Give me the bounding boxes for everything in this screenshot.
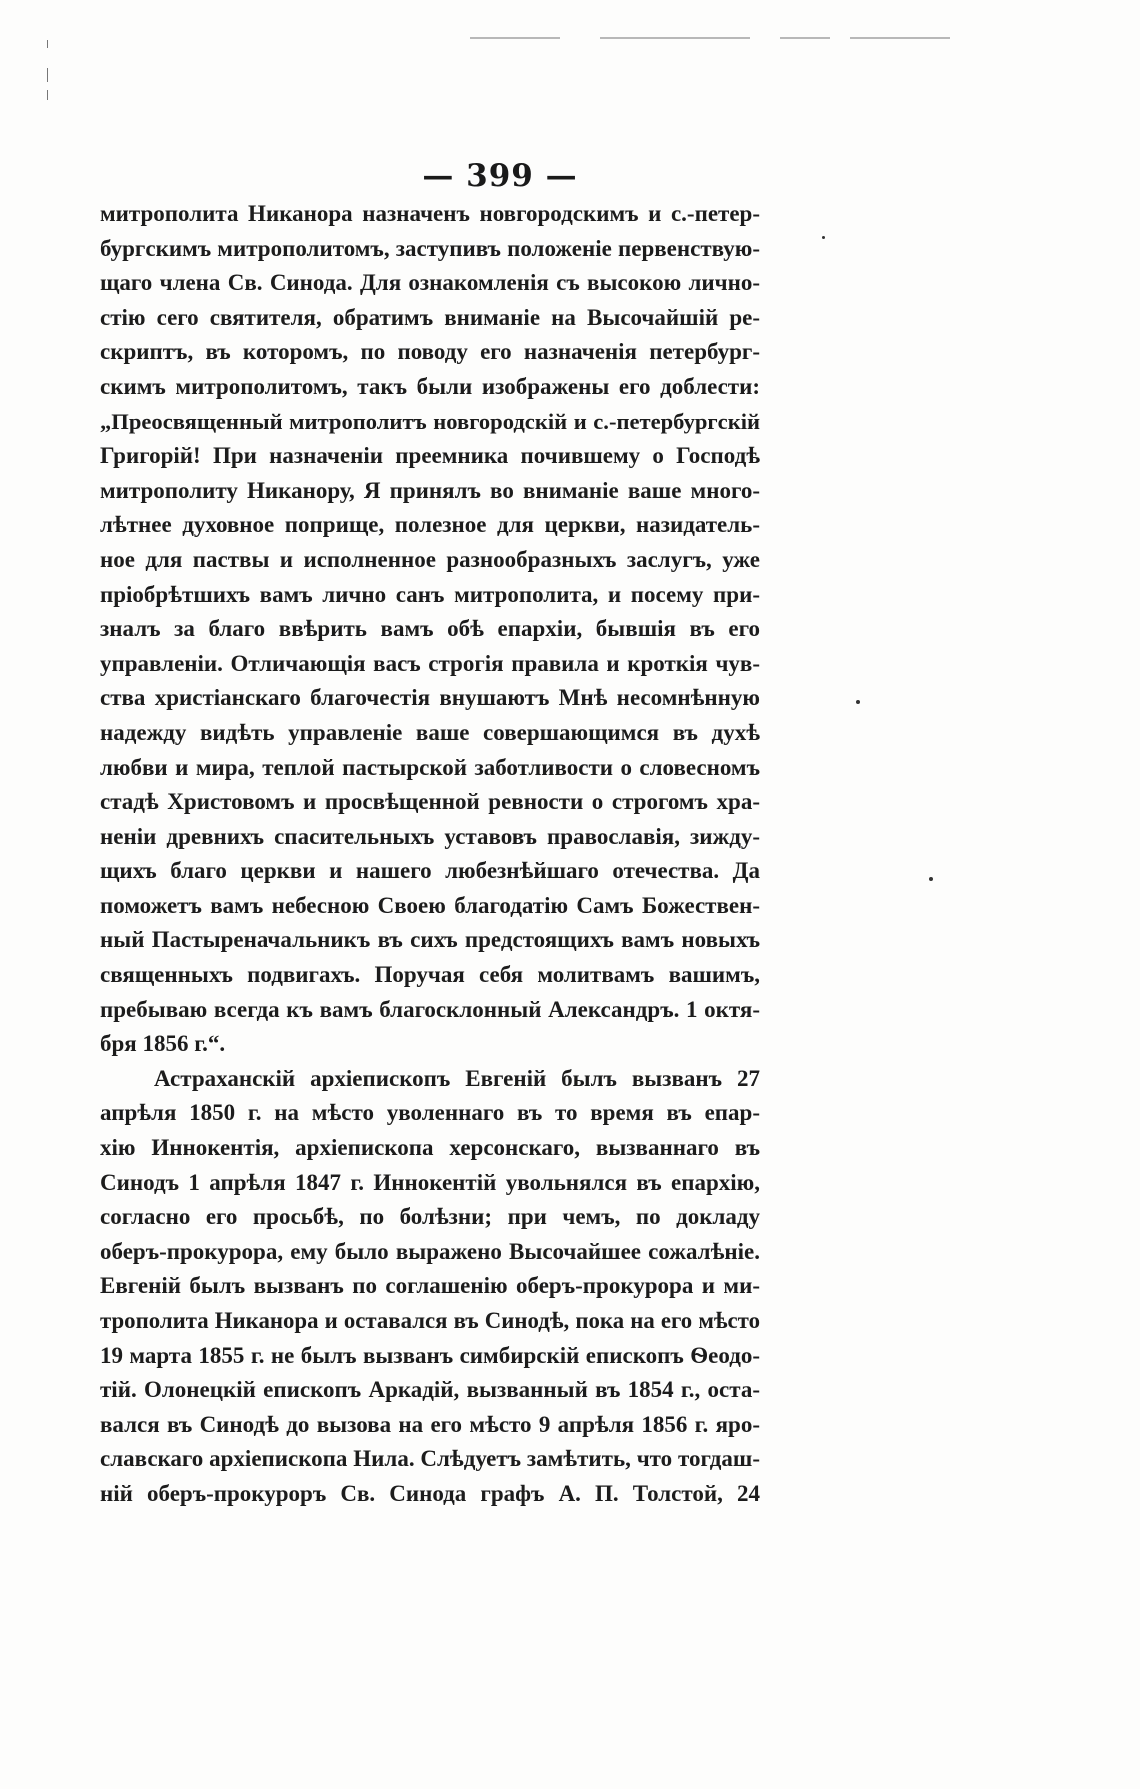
text-line: скимъ митрополитомъ, такъ были изображены его доблести: — [100, 373, 760, 399]
text-line: „Преосвященный митрополитъ новгородскій и с.-петербургскій — [100, 408, 760, 434]
text-line: ній оберъ-прокуроръ Св. Синода графъ А. П. Толстой, 24 — [100, 1480, 760, 1506]
text-line: славскаго архіепископа Нила. Слѣдуетъ замѣтить, что тогдаш- — [100, 1446, 760, 1472]
text-line: трополита Никанора и оставался въ Синодѣ, пока на его мѣсто — [100, 1308, 760, 1333]
text-line: оберъ-прокурора, ему было выражено Высочайшее сожалѣніе. — [100, 1238, 760, 1264]
top-scan-rule — [600, 37, 750, 39]
text-line: бургскимъ митрополитомъ, заступивъ положеніе первенствую- — [100, 235, 760, 261]
top-scan-rule — [850, 37, 950, 39]
text-line: щаго члена Св. Синода. Для ознакомленія съ высокою лично- — [100, 270, 760, 296]
body-text — [100, 197, 760, 1512]
text-line: Евгеній былъ вызванъ по соглашенію оберъ-прокурора и ми- — [100, 1273, 760, 1299]
text-line: Григорій! При назначеніи преемника почившему о Господѣ — [100, 443, 760, 469]
text-line: стадѣ Христовомъ и просвѣщенной ревности о строгомъ хра- — [100, 789, 760, 815]
text-line: 19 марта 1855 г. не былъ вызванъ симбирскій епископъ Ѳеодо- — [100, 1342, 760, 1368]
top-scan-rule — [780, 37, 830, 39]
paragraph-1 — [100, 197, 760, 1062]
text-line: стію сего святителя, обратимъ вниманіе на Высочайшій ре- — [100, 304, 760, 330]
text-line: вался въ Синодѣ до вызова на его мѣсто 9 апрѣля 1856 г. яро- — [100, 1411, 760, 1437]
text-line: апрѣля 1850 г. на мѣсто уволеннаго въ то время въ епар- — [100, 1100, 760, 1126]
text-line: управленіи. Отличающія васъ строгія правила и кроткія чув- — [100, 650, 760, 676]
text-line: хію Иннокентія, архіепископа херсонскаго, вызваннаго въ — [100, 1135, 760, 1161]
text-line: поможетъ вамъ небесною Своею благодатію Самъ Божествен- — [100, 892, 760, 918]
text-line: лѣтнее духовное поприще, полезное для церкви, назидатель- — [100, 512, 760, 538]
text-line: ства христіанскаго благочестія внушаютъ Мнѣ несомнѣнную — [100, 685, 760, 711]
ink-speck — [929, 877, 933, 881]
text-line: митрополита Никанора назначенъ новгородскимъ и с.-петер- — [100, 201, 760, 226]
text-line: бря 1856 г.“. — [100, 1031, 226, 1057]
left-edge-mark — [47, 40, 48, 48]
text-line: неніи древнихъ спасительныхъ уставовъ православія, зижду- — [100, 823, 760, 849]
left-edge-mark — [47, 90, 48, 100]
text-line: ный Пастыреначальникъ въ сихъ предстоящихъ вамъ новыхъ — [100, 927, 760, 953]
text-line: пріобрѣтшихъ вамъ лично санъ митрополита, и посему при- — [100, 581, 760, 607]
left-edge-mark — [47, 68, 48, 82]
text-line: щихъ благо церкви и нашего любезнѣйшаго отечества. Да — [100, 858, 760, 884]
text-line: пребываю всегда къ вамъ благосклонный Александръ. 1 октя- — [100, 996, 760, 1022]
text-line: зналъ за благо ввѣрить вамъ обѣ епархіи, бывшія въ его — [100, 616, 760, 642]
paragraph-2 — [100, 1062, 760, 1512]
text-line: тій. Олонецкій епископъ Аркадій, вызванный въ 1854 г., оста- — [100, 1377, 760, 1403]
text-line: согласно его просьбѣ, по болѣзни; при чемъ, по докладу — [100, 1204, 760, 1230]
text-line: Астраханскій архіепископъ Евгеній былъ вызванъ 27 — [154, 1065, 760, 1091]
text-line: надежду видѣть управленіе ваше совершающимся въ духѣ — [100, 719, 760, 745]
text-line: скриптъ, въ которомъ, по поводу его назначенія петербург- — [100, 339, 760, 365]
top-scan-rule — [470, 37, 560, 39]
text-line: любви и мира, теплой пастырской заботливости о словесномъ — [100, 754, 760, 780]
text-line: Синодъ 1 апрѣля 1847 г. Иннокентій увольнялся въ епархію, — [100, 1169, 760, 1195]
ink-speck — [822, 236, 825, 239]
text-line: митрополиту Никанору, Я принялъ во вниманіе ваше много- — [100, 477, 760, 503]
text-line: ное для паствы и исполненное разнообразныхъ заслугъ, уже — [100, 546, 760, 572]
page-number: — 399 — — [422, 158, 578, 194]
text-line: священныхъ подвигахъ. Поручая себя молитвамъ вашимъ, — [100, 962, 760, 988]
ink-speck — [856, 700, 860, 704]
